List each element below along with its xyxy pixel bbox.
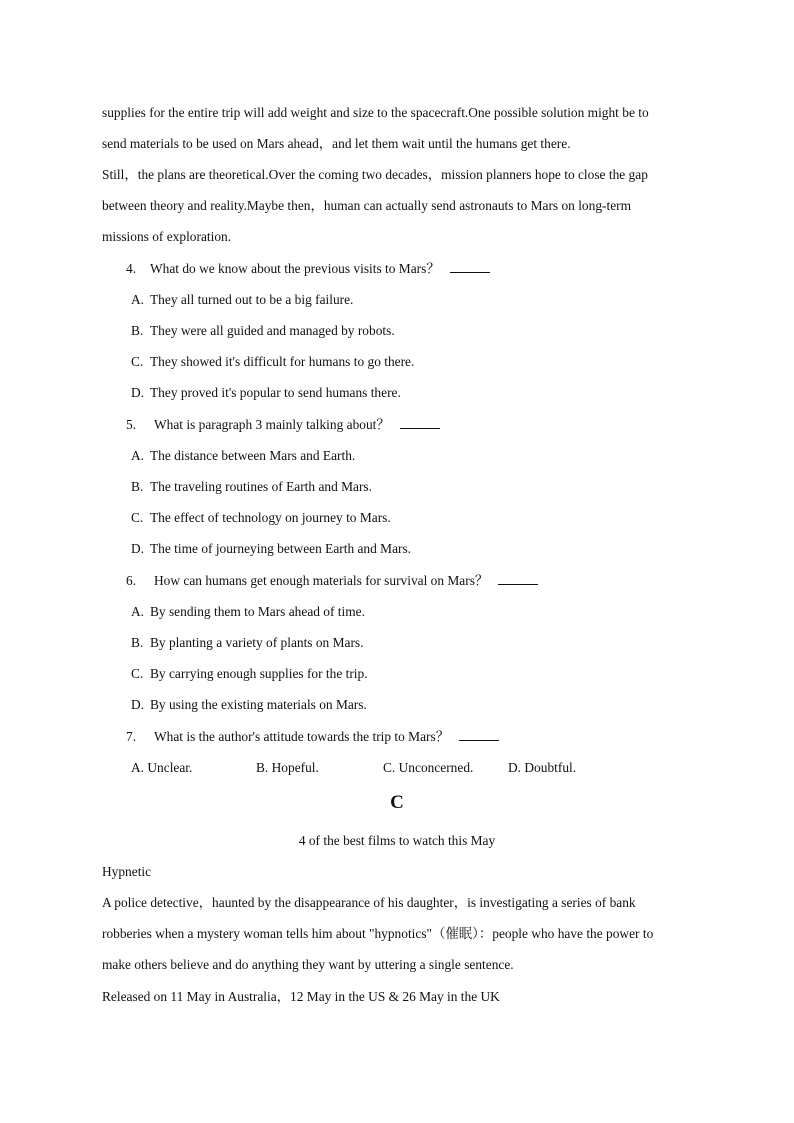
option-a[interactable]: [131, 447, 698, 465]
question-text: What do we know about the previous visits to Mars？: [150, 261, 440, 276]
option-d[interactable]: [131, 384, 698, 402]
option-text: Hopeful.: [271, 760, 319, 775]
option-letter: A.: [131, 604, 145, 619]
question-text: How can humans get enough materials for survival on Mars？: [154, 573, 489, 588]
option-text: The distance between Mars and Earth.: [150, 448, 356, 463]
option-c[interactable]: [131, 353, 698, 371]
film-description-line: robberies when a mystery woman tells him about "hypnotics"（催眠）：people who have the power to: [102, 926, 654, 941]
answer-blank[interactable]: [498, 572, 538, 585]
passage-line: supplies for the entire trip will add weight and size to the spacecraft.One possible solution might be to: [102, 105, 649, 120]
option-letter: D.: [131, 385, 145, 400]
option-d[interactable]: [508, 759, 576, 777]
film-description-line: make others believe and do anything they want by uttering a single sentence.: [102, 957, 514, 972]
question-6: [126, 572, 698, 590]
option-text: Unclear.: [147, 760, 193, 775]
option-text: Unconcerned.: [398, 760, 474, 775]
option-text: They were all guided and managed by robots.: [150, 323, 395, 338]
option-a[interactable]: [131, 603, 698, 621]
passage-line: send materials to be used on Mars ahead，and let them wait until the humans get there.: [102, 136, 571, 151]
question-number: 5.: [126, 417, 137, 432]
question-4: [126, 260, 698, 278]
option-text: The traveling routines of Earth and Mars.: [150, 479, 372, 494]
option-letter: C.: [131, 510, 144, 525]
option-text: By using the existing materials on Mars.: [150, 697, 367, 712]
question-7: [126, 728, 698, 746]
option-text: They proved it's popular to send humans there.: [150, 385, 401, 400]
option-letter: B.: [131, 479, 144, 494]
answer-blank[interactable]: [450, 260, 490, 273]
option-text: Doubtful.: [524, 760, 577, 775]
option-letter: C.: [131, 354, 144, 369]
question-text: What is the author's attitude towards the trip to Mars？: [154, 729, 450, 744]
option-letter: C.: [383, 760, 396, 775]
section-title: 4 of the best films to watch this May: [298, 833, 496, 848]
option-text: The time of journeying between Earth and Mars.: [150, 541, 412, 556]
option-b[interactable]: [256, 759, 319, 777]
option-text: By carrying enough supplies for the trip.: [150, 666, 368, 681]
option-b[interactable]: [131, 634, 698, 652]
option-letter: D.: [131, 697, 145, 712]
option-a[interactable]: [131, 759, 192, 777]
question-7-options: [131, 759, 698, 777]
option-letter: A.: [131, 448, 145, 463]
option-text: They all turned out to be a big failure.: [150, 292, 354, 307]
option-letter: C.: [131, 666, 144, 681]
option-b[interactable]: [131, 478, 698, 496]
film-title: Hypnetic: [102, 864, 152, 879]
answer-blank[interactable]: [459, 728, 499, 741]
option-letter: B.: [131, 323, 144, 338]
passage-line: missions of exploration.: [102, 229, 232, 244]
option-c[interactable]: [383, 759, 473, 777]
option-letter: A.: [131, 292, 145, 307]
option-letter: B.: [256, 760, 269, 775]
question-text: What is paragraph 3 mainly talking about？: [154, 417, 390, 432]
question-number: 7.: [126, 729, 137, 744]
option-text: By planting a variety of plants on Mars.: [150, 635, 364, 650]
option-text: By sending them to Mars ahead of time.: [150, 604, 365, 619]
option-letter: A.: [131, 760, 145, 775]
option-text: They showed it's difficult for humans to go there.: [150, 354, 415, 369]
film-description-line: A police detective，haunted by the disappearance of his daughter，is investigating a series of bank: [102, 895, 636, 910]
question-number: 6.: [126, 573, 137, 588]
option-a[interactable]: [131, 291, 698, 309]
passage-line: Still，the plans are theoretical.Over the coming two decades，mission planners hope to close the gap: [102, 167, 648, 182]
passage-line: between theory and reality.Maybe then，human can actually send astronauts to Mars on long-term: [102, 198, 632, 213]
option-d[interactable]: [131, 696, 698, 714]
question-number: 4.: [126, 261, 137, 276]
option-letter: D.: [131, 541, 145, 556]
section-heading: C: [390, 792, 404, 813]
option-letter: B.: [131, 635, 144, 650]
option-c[interactable]: [131, 509, 698, 527]
option-text: The effect of technology on journey to Mars.: [150, 510, 391, 525]
release-info: Released on 11 May in Australia，12 May in the US & 26 May in the UK: [102, 989, 500, 1004]
option-b[interactable]: [131, 322, 698, 340]
question-5: [126, 416, 698, 434]
option-letter: D.: [508, 760, 522, 775]
option-c[interactable]: [131, 665, 698, 683]
answer-blank[interactable]: [400, 416, 440, 429]
option-d[interactable]: [131, 540, 698, 558]
